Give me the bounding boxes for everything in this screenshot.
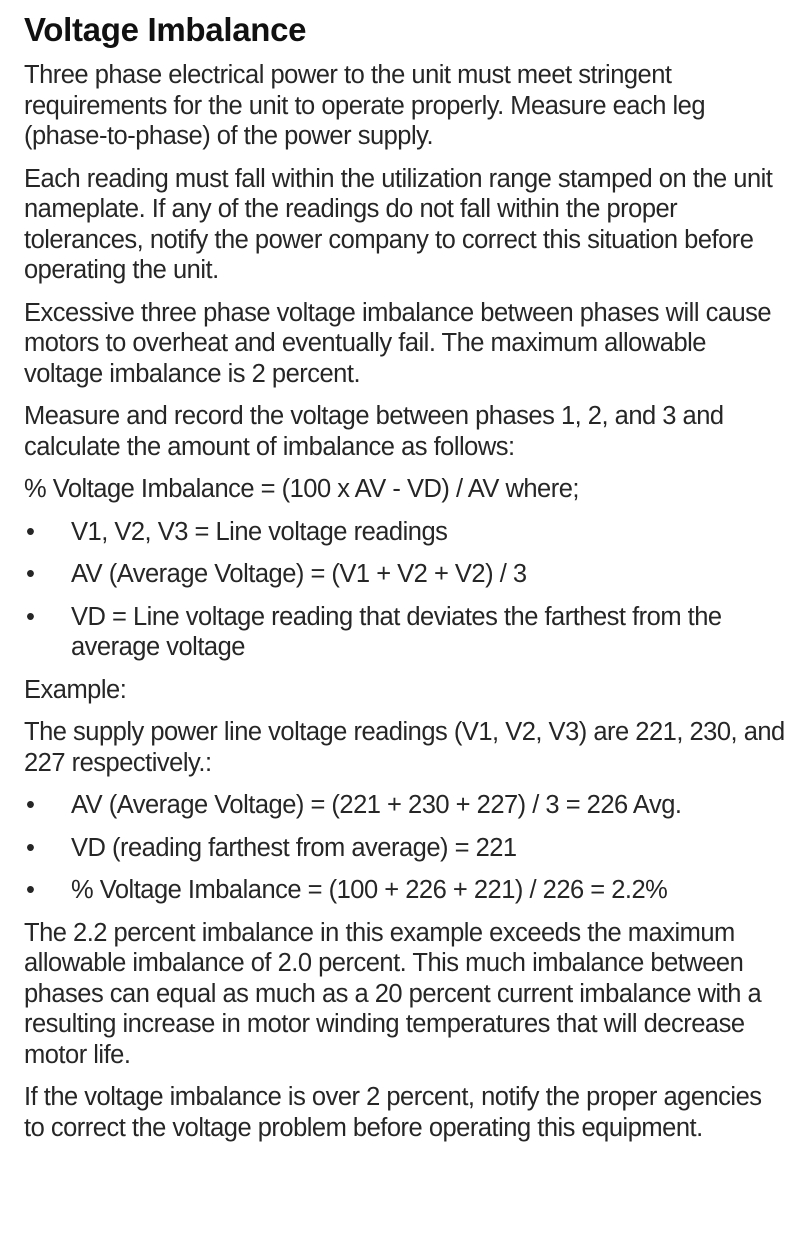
bullet-icon: • — [26, 517, 35, 546]
list-item — [24, 517, 787, 548]
definition-text: AV (Average Voltage) = (V1 + V2 + V2) / 3 — [71, 560, 527, 588]
list-item — [24, 833, 787, 864]
measure-paragraph: Measure and record the voltage between phases 1, 2, and 3 and calculate the amount of imbalance as follows: — [24, 402, 724, 461]
list-item — [24, 602, 787, 663]
list-item — [24, 790, 787, 821]
example-intro-paragraph: The supply power line voltage readings (V1, V2, V3) are 221, 230, and 227 respectively.: — [24, 718, 785, 777]
bullet-icon: • — [26, 876, 35, 904]
conclusion-paragraph: The 2.2 percent imbalance in this example exceeds the maximum allowable imbalance of 2.0 percent. This much imbalance between phases can equal as much as a 20 percent current imbalance with a resulting increase in motor winding temperatures that will decrease motor life. — [24, 918, 762, 1069]
definitions-list — [24, 517, 787, 663]
example-step-text: VD (reading farthest from average) = 221 — [71, 833, 517, 862]
definition-text: V1, V2, V3 = Line voltage readings — [71, 517, 448, 546]
example-steps-list — [24, 790, 787, 906]
example-step-text: AV (Average Voltage) = (221 + 230 + 227) / 3 = 226 Avg. — [71, 791, 682, 819]
notify-paragraph: If the voltage imbalance is over 2 percent, notify the proper agencies to correct the voltage problem before operating this equipment. — [24, 1083, 762, 1142]
bullet-icon: • — [26, 560, 35, 588]
list-item — [24, 875, 787, 906]
bullet-icon: • — [26, 833, 35, 862]
example-label: Example: — [24, 675, 127, 704]
formula-paragraph: % Voltage Imbalance = (100 x AV - VD) / AV where; — [24, 475, 579, 503]
excessive-imbalance-paragraph: Excessive three phase voltage imbalance between phases will cause motors to overheat and eventually fail. The maximum allowable voltage imbalance is 2 percent. — [24, 298, 772, 388]
example-step-text: % Voltage Imbalance = (100 + 226 + 221) / 226 = 2.2% — [71, 876, 668, 904]
list-item — [24, 559, 787, 590]
section-title: Voltage Imbalance — [24, 11, 307, 48]
definition-text: VD = Line voltage reading that deviates the farthest from the average voltage — [71, 602, 722, 661]
intro-paragraph: Three phase electrical power to the unit must meet stringent requirements for the unit to operate properly. Measure each leg (phase-to-phase) of the power supply. — [24, 61, 706, 150]
bullet-icon: • — [26, 602, 35, 631]
range-paragraph: Each reading must fall within the utilization range stamped on the unit nameplate. If any of the readings do not fall within the proper tolerances, notify the power company to correct this situation before operating the unit. — [24, 164, 773, 284]
bullet-icon: • — [26, 791, 35, 819]
